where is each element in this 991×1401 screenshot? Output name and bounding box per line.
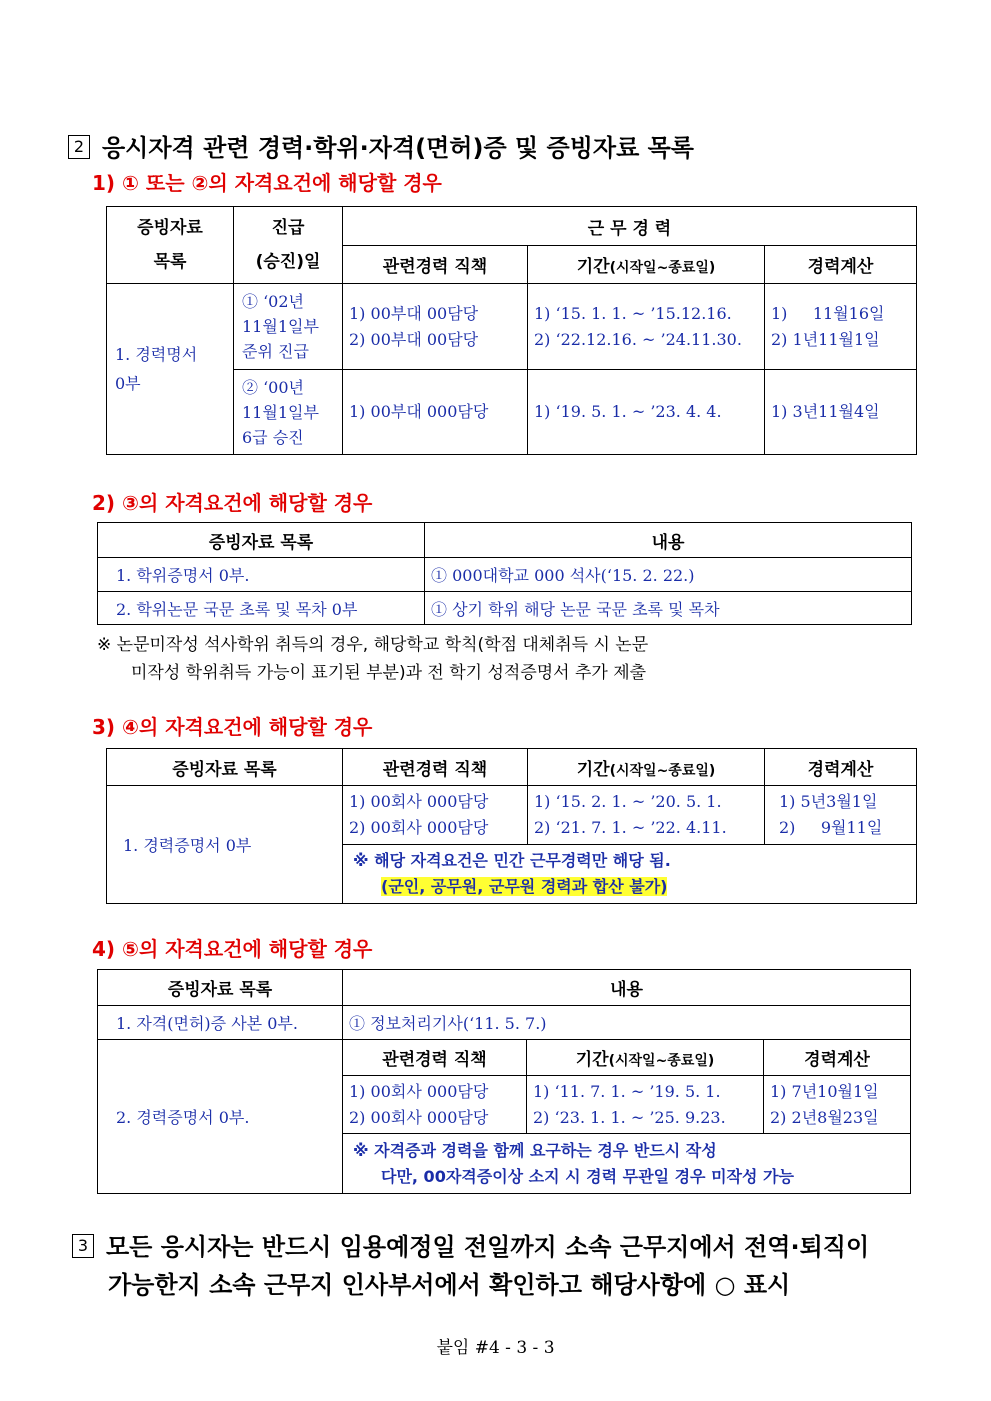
header-period — [528, 246, 765, 284]
header-calc: 경력계산 — [765, 246, 917, 284]
calc-line: 1) 7년10월1일 — [770, 1081, 879, 1101]
header-duty: 관련경력 직책 — [343, 1040, 527, 1076]
sub2-table — [97, 522, 912, 625]
sub2-title: 2) ③의 자격요건에 해당할 경우 — [92, 491, 373, 515]
section-2-title-text: 응시자격 관련 경력·학위·자격(면허)증 및 증빙자료 목록 — [102, 134, 694, 162]
header-career: 근 무 경 력 — [343, 207, 917, 246]
calc-line: 1) 5년3월1일 — [779, 792, 878, 811]
section-3-line2: 가능한지 소속 근무지 인사부서에서 확인하고 해당사항에 ○ 표시 — [108, 1271, 791, 1299]
sub1-title: 1) ① 또는 ②의 자격요건에 해당할 경우 — [92, 171, 442, 195]
calc-line: 2) 9월11일 — [779, 818, 883, 837]
calc-cell — [765, 786, 917, 845]
header-period-range: (시작일~종료일) — [609, 762, 716, 779]
header-period-range: (시작일~종료일) — [608, 1053, 715, 1069]
sub3-note-highlight: (군인, 공무원, 군무원 경력과 합산 불가) — [381, 877, 668, 896]
sub3-note — [343, 845, 917, 904]
content-cell-1: ① 정보처리기사(‘11. 5. 7.) — [343, 1006, 911, 1040]
sub1-table — [106, 206, 917, 455]
section-number-box: 2 — [68, 135, 90, 159]
period-line: 1) ‘19. 5. 1. ~ ’23. 4. 4. — [534, 402, 722, 421]
period-line: 2) ‘22.12.16. ~ ’24.11.30. — [534, 329, 742, 349]
header-calc: 경력계산 — [764, 1040, 911, 1076]
header-doc-list: 증빙자료 목록 — [107, 749, 343, 786]
header-content: 내용 — [343, 970, 911, 1006]
sub4-note — [343, 1134, 911, 1194]
header-doc-list: 증빙자료 목록 — [98, 970, 343, 1006]
period-cell — [528, 786, 765, 845]
header-doc-list: 증빙자료 목록 — [98, 523, 425, 558]
header-duty: 관련경력 직책 — [343, 246, 528, 284]
period-line: 2) ‘23. 1. 1. ~ ’25. 9.23. — [533, 1107, 726, 1127]
duty-cell — [343, 786, 528, 845]
header-calc: 경력계산 — [765, 749, 917, 786]
period-cell-2 — [528, 370, 765, 455]
duty-cell — [343, 1076, 527, 1134]
doc-cell: 1. 경력증명서 0부 — [107, 786, 343, 904]
duty-line: 2) 00회사 000담당 — [349, 1107, 489, 1127]
duty-line: 2) 00회사 000담당 — [349, 818, 489, 837]
period-line: 1) ‘11. 7. 1. ~ ’19. 5. 1. — [533, 1081, 721, 1101]
period-line: 1) ‘15. 1. 1. ~ ’15.12.16. — [534, 303, 732, 323]
duty-line: 1) 00부대 00담당 — [349, 303, 479, 323]
doc-cell: 2. 학위논문 국문 초록 및 목차 0부 — [98, 592, 425, 625]
sub2-note-line2: 미작성 학위취득 가능이 표기된 부분)과 전 학기 성적증명서 추가 제출 — [131, 663, 647, 683]
header-promotion-date: 진급 (승진)일 — [234, 207, 343, 284]
calc-line: 2) 2년8월23일 — [770, 1107, 879, 1127]
duty-line: 1) 00부대 000담당 — [349, 402, 489, 421]
section-3-title — [72, 1227, 869, 1262]
header-period-range: (시작일~종료일) — [609, 260, 716, 276]
sub4-note-line2: 다만, 00자격증이상 소지 시 경력 무관일 경우 미작성 가능 — [381, 1166, 794, 1186]
header-doc-list: 증빙자료 목록 — [107, 207, 234, 284]
sub4-note-line1: ※ 자격증과 경력을 함께 요구하는 경우 반드시 작성 — [353, 1140, 717, 1160]
duty-line: 1) 00회사 000담당 — [349, 792, 489, 811]
header-duty: 관련경력 직책 — [343, 749, 528, 786]
doc-cell-1: 1. 자격(면허)증 사본 0부. — [98, 1006, 343, 1040]
calc-line: 1) 3년11월4일 — [771, 402, 880, 421]
period-line: 2) ‘21. 7. 1. ~ ’22. 4.11. — [534, 818, 727, 837]
calc-line: 2) 1년11월1일 — [771, 329, 880, 349]
doc-cell: 1. 학위증명서 0부. — [98, 558, 425, 592]
calc-cell-1 — [765, 284, 917, 370]
header-period — [527, 1040, 764, 1076]
header-period-label: 기간 — [576, 257, 610, 277]
duty-cell-1 — [343, 284, 528, 370]
period-line: 1) ‘15. 2. 1. ~ ’20. 5. 1. — [534, 792, 722, 811]
calc-cell-2 — [765, 370, 917, 455]
sub3-table — [106, 748, 917, 904]
header-period-label: 기간 — [576, 759, 610, 780]
sub3-title: 3) ④의 자격요건에 해당할 경우 — [92, 715, 373, 739]
header-period-label: 기간 — [575, 1050, 609, 1070]
duty-line: 1) 00회사 000담당 — [349, 1081, 489, 1101]
duty-line: 2) 00부대 00담당 — [349, 329, 479, 349]
section-3-line1: 모든 응시자는 반드시 임용예정일 전일까지 소속 근무지에서 전역·퇴직이 — [106, 1233, 870, 1261]
promo-cell-2: ② ‘00년 11월1일부 6급 승진 — [234, 370, 343, 455]
doc-cell-2: 2. 경력증명서 0부. — [98, 1040, 343, 1194]
sub4-title: 4) ⑤의 자격요건에 해당할 경우 — [92, 937, 373, 961]
duty-cell-2 — [343, 370, 528, 455]
section-2-title — [68, 128, 694, 163]
sub2-note-line1: ※ 논문미작성 석사학위 취득의 경우, 해당학교 학칙(학점 대체취득 시 논문 — [97, 635, 649, 655]
doc-cell: 1. 경력명서 0부 — [107, 284, 234, 455]
content-cell: ① 000대학교 000 석사(‘15. 2. 22.) — [425, 558, 912, 592]
content-cell: ① 상기 학위 해당 논문 국문 초록 및 목차 — [425, 592, 912, 625]
page-footer: 붙임 #4 - 3 - 3 — [436, 1338, 555, 1358]
sub3-note-line2-wrap — [353, 874, 910, 900]
period-cell-1 — [528, 284, 765, 370]
section-number-box: 3 — [72, 1234, 94, 1258]
sub3-note-line1: ※ 해당 자격요건은 민간 근무경력만 해당 됨. — [353, 851, 671, 870]
period-cell — [527, 1076, 764, 1134]
promo-cell-1: ① ‘02년 11월1일부 준위 진급 — [234, 284, 343, 370]
sub4-table — [97, 969, 911, 1194]
calc-cell — [764, 1076, 911, 1134]
header-period — [528, 749, 765, 786]
calc-line: 1) 11월16일 — [771, 303, 885, 323]
header-content: 내용 — [425, 523, 912, 558]
